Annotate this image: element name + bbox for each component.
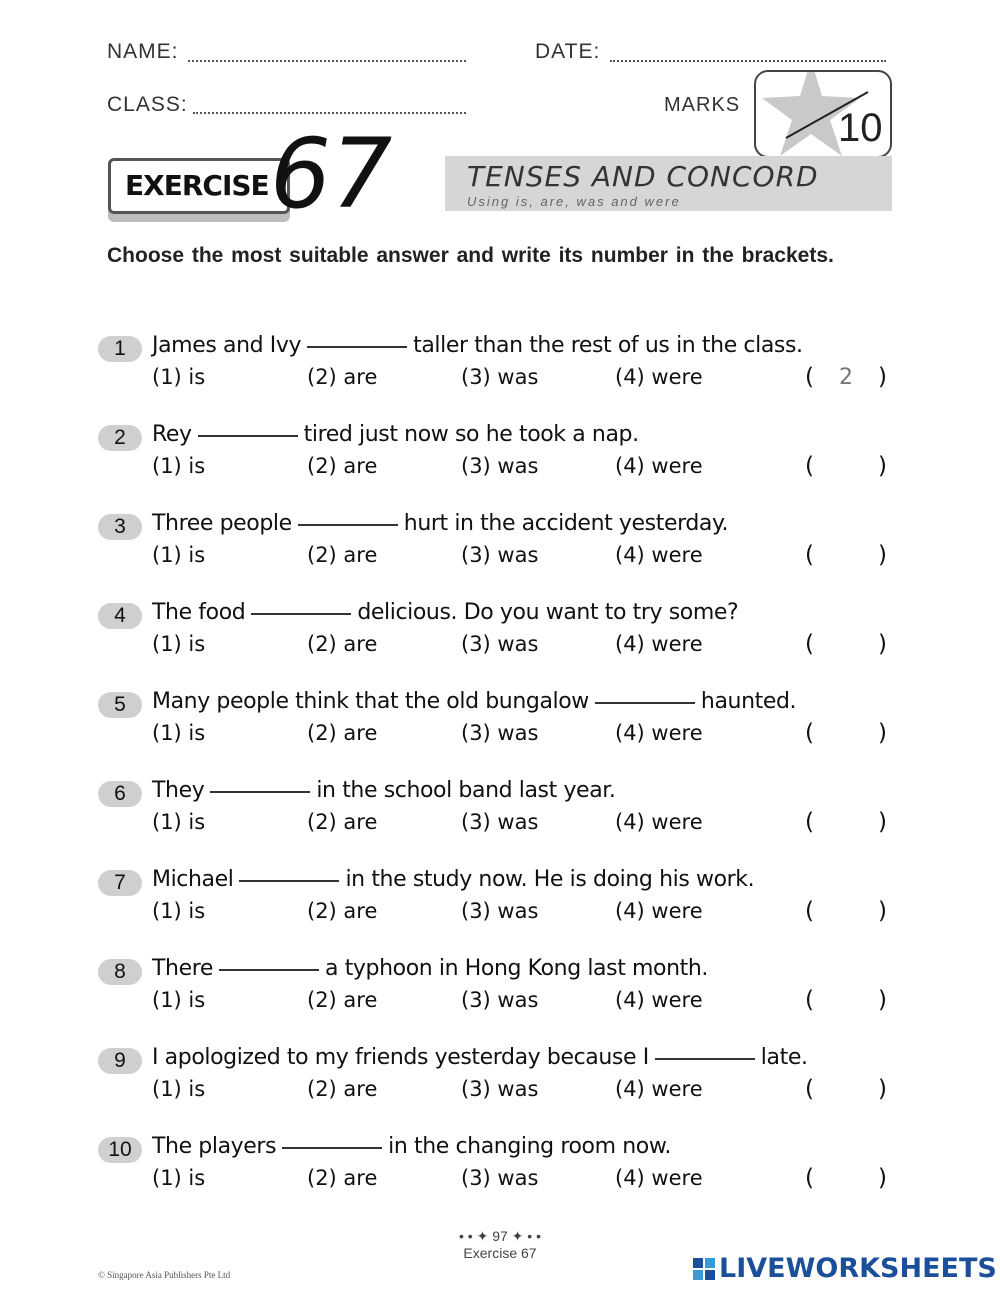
question-text-after: a typhoon in Hong Kong last month. — [325, 956, 709, 981]
answer-option[interactable]: (3) was — [461, 810, 539, 834]
answer-option[interactable]: (3) was — [461, 1166, 539, 1190]
bracket-open: ( — [805, 898, 814, 924]
answer-option[interactable]: (4) were — [615, 721, 703, 745]
answer-option[interactable]: (2) are — [307, 454, 378, 478]
topic-title: TENSES AND CONCORD — [467, 160, 819, 193]
answer-option[interactable]: (1) is — [152, 1077, 206, 1101]
answer-option[interactable]: (3) was — [461, 454, 539, 478]
bracket-close: ) — [878, 1165, 887, 1191]
name-field[interactable] — [188, 60, 466, 62]
bracket-close: ) — [878, 453, 887, 479]
answer-blank[interactable] — [282, 1147, 382, 1149]
answer-option[interactable]: (4) were — [615, 365, 703, 389]
marks-total: 10 — [838, 106, 883, 150]
answer-option[interactable]: (3) was — [461, 543, 539, 567]
answer-option[interactable]: (1) is — [152, 1166, 206, 1190]
brand-logo[interactable] — [693, 1253, 997, 1287]
bracket-close: ) — [878, 364, 887, 390]
answer-input[interactable]: 2 — [839, 365, 853, 390]
question-text-after: hurt in the accident yesterday. — [403, 511, 729, 536]
question-text-after: late. — [760, 1045, 808, 1070]
question-number: 6 — [98, 781, 142, 807]
name-label: NAME: — [107, 40, 179, 63]
answer-blank[interactable] — [298, 524, 398, 526]
answer-option[interactable]: (4) were — [615, 632, 703, 656]
question-text — [152, 333, 803, 358]
exercise-label-box — [108, 158, 290, 214]
bracket-open: ( — [805, 631, 814, 657]
bracket-open: ( — [805, 809, 814, 835]
question-text-before: James and Ivy — [152, 333, 302, 358]
question-text — [152, 689, 796, 714]
answer-option[interactable]: (1) is — [152, 365, 206, 389]
question-number: 10 — [98, 1137, 142, 1163]
bracket-open: ( — [805, 1076, 814, 1102]
question-text — [152, 600, 738, 625]
answer-option[interactable]: (1) is — [152, 810, 206, 834]
answer-blank[interactable] — [198, 435, 298, 437]
class-field[interactable] — [193, 112, 466, 114]
answer-option[interactable]: (2) are — [307, 543, 378, 567]
marks-label: MARKS — [664, 94, 741, 116]
instructions: Choose the most suitable answer and write its number in the brackets. — [107, 244, 834, 267]
question-number: 9 — [98, 1048, 142, 1074]
question-text — [152, 1134, 671, 1159]
answer-blank[interactable] — [595, 702, 695, 704]
answer-option[interactable]: (2) are — [307, 1166, 378, 1190]
question-text-before: Three people — [152, 511, 292, 536]
answer-blank[interactable] — [251, 613, 351, 615]
answer-option[interactable]: (3) was — [461, 1077, 539, 1101]
question-text-after: delicious. Do you want to try some? — [357, 600, 739, 625]
bracket-open: ( — [805, 364, 814, 390]
question-text-before: The food — [152, 600, 246, 625]
exercise-number: 67 — [270, 118, 393, 230]
answer-option[interactable]: (2) are — [307, 899, 378, 923]
question-text — [152, 511, 728, 536]
bracket-close: ) — [878, 898, 887, 924]
question-text — [152, 867, 754, 892]
answer-option[interactable]: (2) are — [307, 721, 378, 745]
answer-blank[interactable] — [307, 346, 407, 348]
answer-option[interactable]: (4) were — [615, 1077, 703, 1101]
answer-option[interactable]: (1) is — [152, 988, 206, 1012]
bracket-close: ) — [878, 720, 887, 746]
answer-option[interactable]: (2) are — [307, 810, 378, 834]
question-number: 8 — [98, 959, 142, 985]
bracket-close: ) — [878, 809, 887, 835]
answer-option[interactable]: (3) was — [461, 365, 539, 389]
class-label: CLASS: — [107, 93, 188, 116]
answer-option[interactable]: (1) is — [152, 632, 206, 656]
answer-option[interactable]: (4) were — [615, 810, 703, 834]
question-text — [152, 778, 616, 803]
answer-option[interactable]: (4) were — [615, 543, 703, 567]
marks-box — [754, 70, 892, 158]
bracket-open: ( — [805, 542, 814, 568]
bracket-close: ) — [878, 542, 887, 568]
answer-option[interactable]: (1) is — [152, 721, 206, 745]
answer-option[interactable]: (1) is — [152, 899, 206, 923]
liveworksheets-icon — [693, 1258, 715, 1280]
date-label: DATE: — [535, 40, 601, 63]
question-number: 1 — [98, 336, 142, 362]
question-text-before: I apologized to my friends yesterday because I — [152, 1045, 649, 1070]
question-number: 3 — [98, 514, 142, 540]
answer-option[interactable]: (4) were — [615, 454, 703, 478]
answer-option[interactable]: (4) were — [615, 899, 703, 923]
copyright: © Singapore Asia Publishers Pte Ltd — [98, 1270, 231, 1280]
topic-band — [445, 156, 892, 211]
question-text-after: haunted. — [700, 689, 797, 714]
question-number: 5 — [98, 692, 142, 718]
page-number: • • ✦ 97 ✦ • • — [459, 1228, 541, 1244]
exercise-label: EXERCISE — [125, 169, 269, 202]
answer-blank[interactable] — [210, 791, 310, 793]
answer-option[interactable]: (1) is — [152, 543, 206, 567]
answer-blank[interactable] — [655, 1058, 755, 1060]
question-text-before: Many people think that the old bungalow — [152, 689, 589, 714]
question-text — [152, 422, 639, 447]
answer-option[interactable]: (3) was — [461, 899, 539, 923]
answer-blank[interactable] — [219, 969, 319, 971]
date-field[interactable] — [610, 60, 886, 62]
bracket-open: ( — [805, 987, 814, 1013]
question-number: 2 — [98, 425, 142, 451]
answer-option[interactable]: (2) are — [307, 988, 378, 1012]
answer-option[interactable]: (3) was — [461, 721, 539, 745]
answer-option[interactable]: (4) were — [615, 988, 703, 1012]
topic-subtitle: Using is, are, was and were — [467, 194, 681, 209]
bracket-open: ( — [805, 453, 814, 479]
answer-option[interactable]: (1) is — [152, 454, 206, 478]
question-text-after: in the study now. He is doing his work. — [345, 867, 755, 892]
bracket-close: ) — [878, 987, 887, 1013]
question-text — [152, 1045, 808, 1070]
bracket-open: ( — [805, 1165, 814, 1191]
exercise-reference: Exercise 67 — [463, 1245, 537, 1261]
question-text-after: tired just now so he took a nap. — [303, 422, 639, 447]
question-text-after: in the changing room now. — [388, 1134, 672, 1159]
answer-option[interactable]: (4) were — [615, 1166, 703, 1190]
answer-option[interactable]: (3) was — [461, 988, 539, 1012]
question-text-after: taller than the rest of us in the class. — [413, 333, 803, 358]
bracket-close: ) — [878, 1076, 887, 1102]
question-text-before: Michael — [152, 867, 234, 892]
answer-option[interactable]: (2) are — [307, 632, 378, 656]
question-text-after: in the school band last year. — [316, 778, 616, 803]
bracket-open: ( — [805, 720, 814, 746]
question-text — [152, 956, 708, 981]
answer-option[interactable]: (3) was — [461, 632, 539, 656]
question-text-before: They — [152, 778, 205, 803]
answer-option[interactable]: (2) are — [307, 365, 378, 389]
question-text-before: There — [152, 956, 214, 981]
question-number: 4 — [98, 603, 142, 629]
question-text-before: Rey — [152, 422, 192, 447]
answer-blank[interactable] — [239, 880, 339, 882]
question-text-before: The players — [152, 1134, 277, 1159]
question-number: 7 — [98, 870, 142, 896]
answer-option[interactable]: (2) are — [307, 1077, 378, 1101]
brand-name: LIVEWORKSHEETS — [719, 1253, 997, 1284]
bracket-close: ) — [878, 631, 887, 657]
